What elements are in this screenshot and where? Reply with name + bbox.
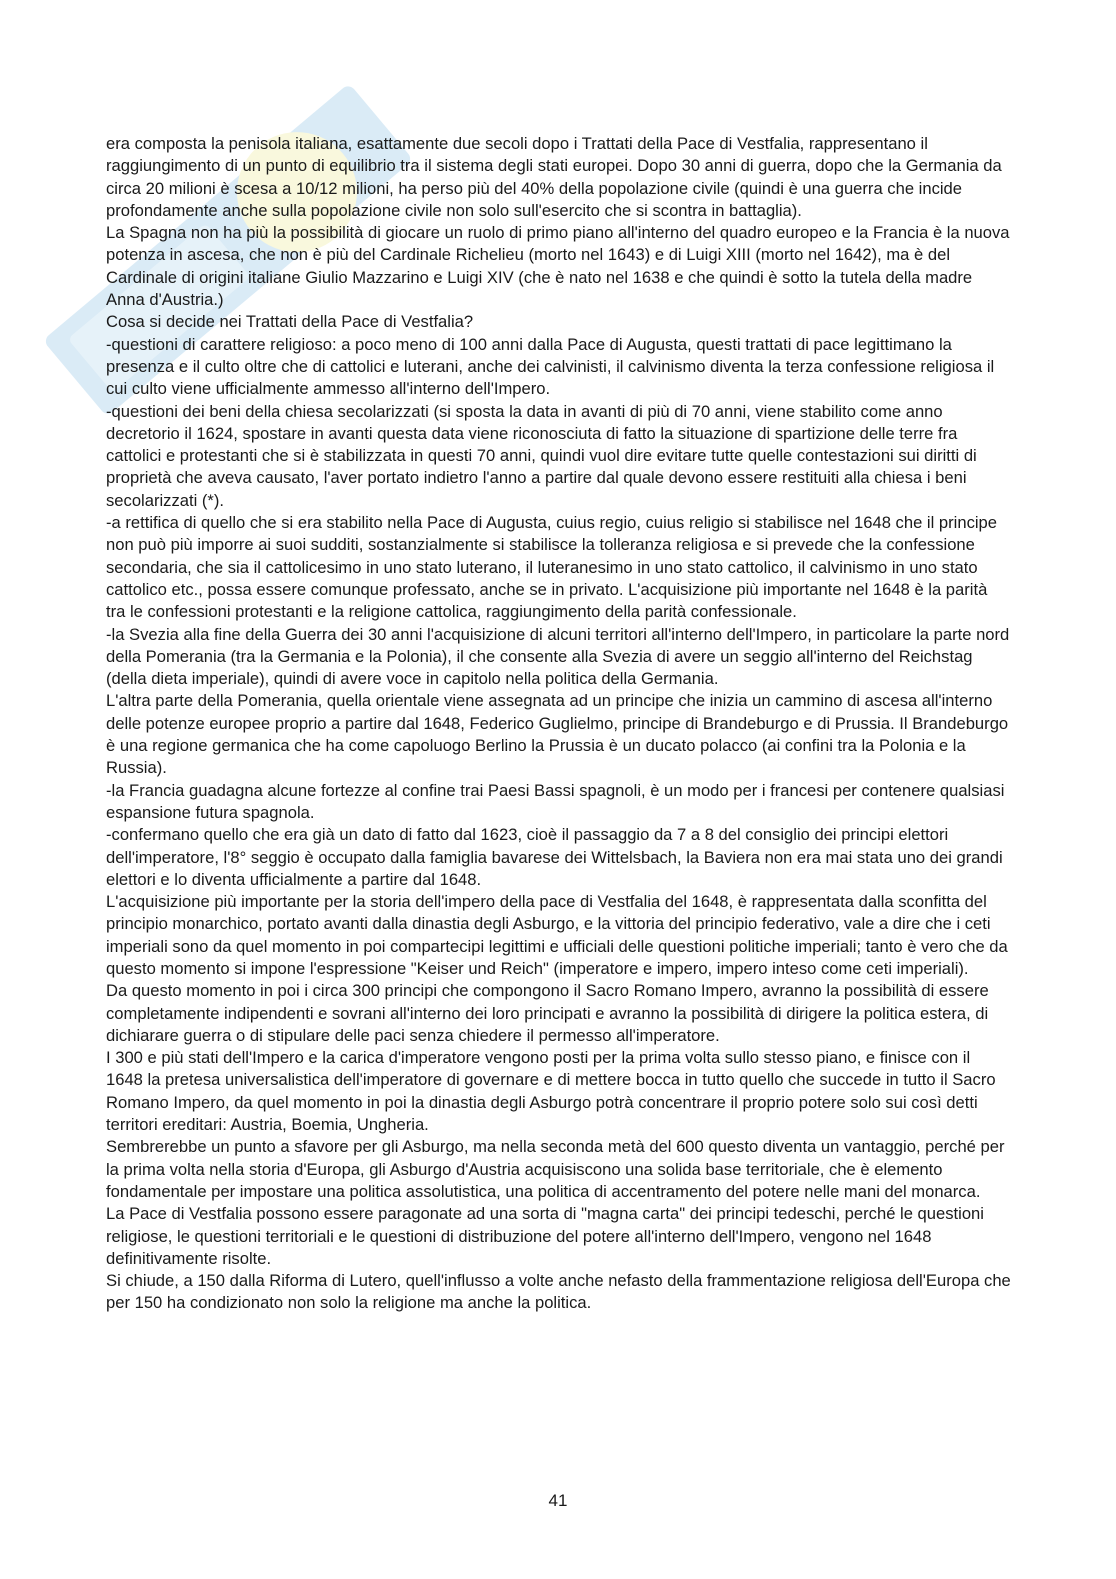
paragraph: La Spagna non ha più la possibilità di giocare un ruolo di primo piano all'interno del quadro europeo e la Francia è la nuova potenza in ascesa, che non è più del Cardinale Richelieu (morto nel 1643) e di Luigi XIII (morto nel 1642), ma è del Cardinale di origini italiane Giulio Mazzarino e Luigi XIV (che è nato nel 1638 e che quindi è sotto la tutela della madre Anna d'Austria.) xyxy=(106,223,1010,310)
paragraph: -a rettifica di quello che si era stabilito nella Pace di Augusta, cuius regio, cuius religio si stabilisce nel 1648 che il principe non può più imporre ai suoi sudditi, sostanzialmente si stabilisce la tolleranza religiosa e si prevede che la confessione secondaria, che sia il cattolicesimo in uno stato luterano, il luteranesimo in uno stato cattolico, il calvinismo in uno stato cattolico etc., possa essere comunque professato, anche se in privato. L'acquisizione più importante nel 1648 è la parità tra le confessioni protestanti e la religione cattolica, raggiungimento della parità confessionale. xyxy=(106,513,998,622)
paragraph: -la Svezia alla fine della Guerra dei 30 anni l'acquisizione di alcuni territori all'interno dell'Impero, in particolare la parte nord della Pomerania (tra la Germania e la Polonia), il che consente alla Svezia di avere un seggio all'interno del Reichstag (della dieta imperiale), quindi di avere voce in capitolo nella politica della Germania. xyxy=(106,624,1010,689)
paragraph: -questioni di carattere religioso: a poco meno di 100 anni dalla Pace di Augusta, questi trattati di pace legittimano la presenza e il culto oltre che di cattolici e luterani, anche dei calvinisti, il calvinismo diventa la terza confessione religiosa il cui culto viene ufficialmente ammesso all'interno dell'Impero. xyxy=(106,334,995,399)
paragraph: -confermano quello che era già un dato di fatto dal 1623, cioè il passaggio da 7 a 8 del consiglio dei principi elettori dell'imperatore, l'8° seggio è occupato dalla famiglia bavarese dei Wittelsbach, la Baviera non era mai stata uno dei grandi elettori e lo diventa ufficialmente a partire dal 1648. xyxy=(106,825,1003,889)
paragraph: I 300 e più stati dell'Impero e la carica d'imperatore vengono posti per la prima volta sullo stesso piano, e finisce con il 1648 la pretesa universalistica dell'imperatore di governare e di mettere bocca in tutto quello che succede in tutto il Sacro Romano Impero, da quel momento in poi la dinastia degli Asburgo potrà concentrare il proprio potere solo sui così detti territori ereditari: Austria, Boemia, Ungheria. xyxy=(106,1048,996,1135)
paragraph: -la Francia guadagna alcune fortezze al confine trai Paesi Bassi spagnoli, è un modo per i francesi per contenere qualsiasi espansione futura spagnola. xyxy=(106,780,1005,822)
paragraph: L'acquisizione più importante per la storia dell'impero della pace di Vestfalia del 1648, è rappresentata dalla sconfitta del principio monarchico, portato avanti dalla dinastia degli Asburgo, e la vittoria del principio federativo, vale a dire che i ceti imperiali sono da quel momento in poi compartecipi legittimi e ufficiali delle questioni politiche imperiali; tanto è vero che da questo momento si impone l'espressione "Keiser und Reich" (imperatore e impero, impero inteso come ceti imperiali). xyxy=(106,892,1008,978)
paragraph: L'altra parte della Pomerania, quella orientale viene assegnata ad un principe che inizia un cammino di ascesa all'interno delle potenze europee proprio a partire dal 1648, Federico Guglielmo, principe di Brandeburgo e di Prussia. Il Brandeburgo è una regione germanica che ha come capoluogo Berlino la Prussia è un ducato polacco (ai confini tra la Polonia e la Russia). xyxy=(106,691,1009,778)
paragraph: Da questo momento in poi i circa 300 principi che compongono il Sacro Romano Impero, avranno la possibilità di essere completamente indipendenti e sovrani all'interno dei loro principati e avranno la possibilità di dirigere la politica estera, di dichiarare guerra o di stipulare delle paci senza chiedere il permesso all'imperatore. xyxy=(106,981,989,1045)
paragraph: La Pace di Vestfalia possono essere paragonate ad una sorta di "magna carta" dei principi tedeschi, perché le questioni religiose, le questioni territoriali e le questioni di distribuzione del potere all'interno dell'Impero, vengono nel 1648 definitivamente risolte. xyxy=(106,1204,984,1268)
body-text xyxy=(106,133,1011,1315)
paragraph: Si chiude, a 150 dalla Riforma di Lutero, quell'influsso a volte anche nefasto della frammentazione religiosa dell'Europa che per 150 ha condizionato non solo la religione ma anche la politica. xyxy=(106,1271,1011,1313)
page-number: 41 xyxy=(548,1491,568,1510)
paragraph: era composta la penisola italiana, esattamente due secoli dopo i Trattati della Pace di Vestfalia, rappresentano il raggiungimento di un punto di equilibrio tra il sistema degli stati europei. Dopo 30 anni di guerra, dopo che la Germania da circa 20 milioni è scesa a 10/12 milioni, ha perso più del 40% della popolazione civile (quindi è una guerra che incide profondamente anche sulla popolazione civile non solo sull'esercito che si scontra in battaglia). xyxy=(106,134,1002,220)
paragraph: Cosa si decide nei Trattati della Pace di Vestfalia? xyxy=(106,312,474,332)
paragraph: Sembrerebbe un punto a sfavore per gli Asburgo, ma nella seconda metà del 600 questo diventa un vantaggio, perché per la prima volta nella storia d'Europa, gli Asburgo d'Austria acquisiscono una solida base territoriale, che è elemento fondamentale per impostare una politica assolutistica, una politica di accentramento del potere nelle mani del monarca. xyxy=(106,1137,1005,1201)
paragraph: -questioni dei beni della chiesa secolarizzati (si sposta la data in avanti di più di 70 anni, viene stabilito come anno decretorio il 1624, spostare in avanti questa data viene riconosciuta di fatto la situazione di spartizione delle terre fra cattolici e protestanti che si è stabilizzata in questi 70 anni, quindi vuol dire evitare tutte quelle contestazioni sui diritti di proprietà che aveva causato, l'aver portato indietro l'anno a partire dal quale devono essere restituiti alla chiesa i beni secolarizzati (*). xyxy=(106,401,977,510)
